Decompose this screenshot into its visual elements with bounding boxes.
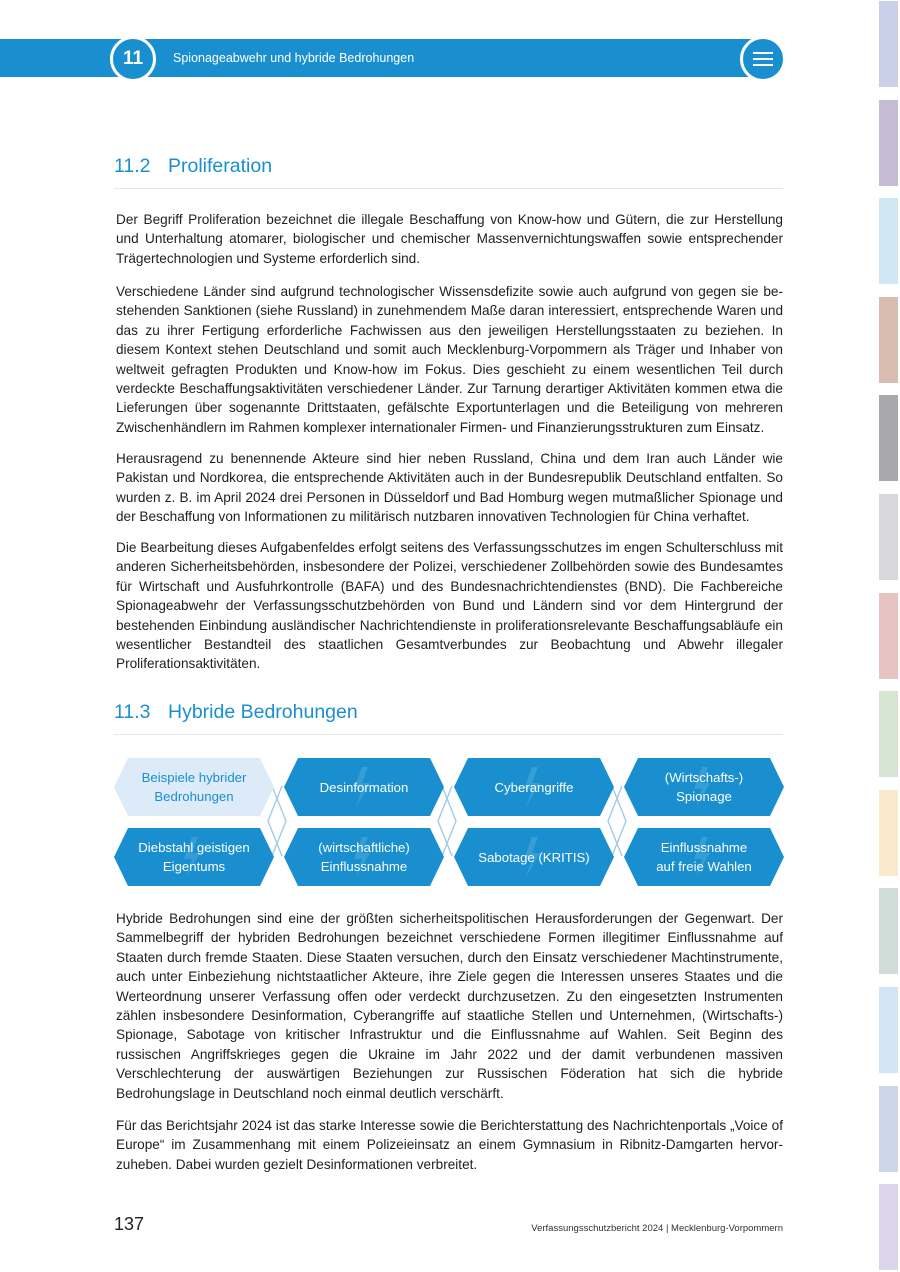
chapter-side-tab[interactable]: [879, 395, 898, 481]
chapter-side-tab[interactable]: [879, 888, 898, 974]
chapter-title: Spionageabwehr und hybride Bedrohungen: [173, 51, 415, 65]
chapter-number-badge: 11: [110, 36, 156, 82]
page-number: 137: [114, 1214, 145, 1234]
chapter-side-tab[interactable]: [879, 198, 898, 284]
hex-label-examples: Beispiele hybrider Bedrohungen: [141, 770, 247, 804]
hex-label-economic-influence: (wirtschaftliche) Einflussnahme: [318, 840, 410, 874]
chapter-side-tab[interactable]: [879, 100, 898, 186]
section-heading-hybrid-threats: [114, 701, 783, 735]
chapter-side-tab[interactable]: [879, 1184, 898, 1270]
chapter-side-tab[interactable]: [879, 691, 898, 777]
chapter-side-tab[interactable]: [879, 790, 898, 876]
footer-text: Verfassungsschutzbericht 2024 | Mecklenburg-Vorpommern: [531, 1223, 783, 1234]
paragraph: Für das Berichtsjahr 2024 ist das starke Interesse sowie die Berichterstattung des Nachrichtenportals „Voice of Europe“ im Zusammenhang mit einem Polizeieinsatz an einem Gymnasium in Ribnitz-Damgarten hervorzuheben. Dabei wurden gezielt Desinformationen verbreitet.: [116, 1118, 783, 1172]
chapter-side-tab[interactable]: [879, 297, 898, 383]
section-number: 11.3: [114, 701, 151, 723]
hex-label-disinformation: Desinformation: [319, 779, 409, 795]
hamburger-menu-icon: [753, 52, 773, 66]
paragraph: Der Begriff Proliferation bezeichnet die illegale Beschaffung von Know-how und Gütern, die zur Herstellung und Unterhaltung atomarer, biologischer und chemischer Massenvernichtungswaffen sowie entsprechender Trägertechnologien und Systeme erforderlich sind.: [116, 212, 783, 266]
chapter-side-tab[interactable]: [879, 1086, 898, 1172]
paragraph: Hybride Bedrohungen sind eine der größten sicherheitspolitischen Herausforderungen der Gegenwart. Der Sammelbegriff der hybriden Bedrohungen bezeichnet verschiedene Formen illegitimer Einflussnahme auf Staaten durch fremde Staaten. Diese Staaten versuchen, durch den Einsatz verschiedener Machtinstrumente, auch unter Einbeziehung nichtstaatlicher Akteure, ihre Ziele gegen die Interessen unseres Staates und die Werteordnung unserer Verfassung offen oder verdeckt durchzusetzen. Zu den eingesetzten Instrumenten zählen insbesondere Desinformation, Cyberangriffe auf staatliche Stellen und Unternehmen, (Wirtschafts-) Spionage, Sabotage von kritischer Infrastruktur und die Einflussnahme auf Wahlen. Seit Beginn des russischen Angriffskrieges gegen die Ukraine im Jahr 2022 und der damit verbundenen massiven Verschlechterung der auswärtigen Beziehungen zur Russischen Föderation hat sich die hybride Bedrohungslage in Deutschland noch einmal deutlich verschärft.: [116, 911, 783, 1101]
paragraph: Verschiedene Länder sind aufgrund technologischer Wissensdefizite sowie auch aufgrund von gegen sie bestehenden Sanktionen (siehe Russland) in zunehmendem Maße daran interessiert, entsprechende Waren und das zu ihrer Fertigung erforderliche Fachwissen aus den jeweiligen Herstellungsstaaten zu beziehen. In diesem Kontext stehen Deutschland und somit auch Mecklenburg-Vorpommern als Träger und Inhaber von weltweit gefragten Produkten und Know-how im Fokus. Dies geschieht zu einem wesentlichen Teil durch verdeckte Beschaffungsaktivitäten verschiedener Länder. Zur Tarnung derartiger Aktivitäten kommen etwa die Lieferungen über sogenannte Drittstaaten, gefälschte Exportunterlagen und die Beteiligung von mehreren Zwischenhändlern im Rahmen komplexer internationaler Firmen- und Finanzierungsstrukturen zum Einsatz.: [116, 284, 783, 435]
chapter-side-tab[interactable]: [879, 1, 898, 87]
hex-label-ip-theft: Diebstahl geistigen Eigentums: [138, 840, 250, 874]
hex-label-espionage: (Wirtschafts-) Spionage: [664, 770, 744, 804]
hybrid-threats-diagram: [114, 755, 786, 890]
menu-button[interactable]: [740, 36, 786, 82]
hex-label-cyberattacks: Cyberangriffe: [494, 779, 574, 795]
chapter-side-tab[interactable]: [879, 593, 898, 679]
paragraph: Herausragend zu benennende Akteure sind hier neben Russland, China und dem Iran auch Länder wie Pakistan und Nordkorea, die entsprechende Aktivitäten auch in der Bundesrepublik Deutschland entfalten. So wurden z. B. im April 2024 drei Personen in Düsseldorf und Bad Homburg wegen mutmaßlicher Spionage und der Beschaffung von Informationen zu militärisch nutzbaren innovativen Technologien für China verhaftet.: [116, 451, 783, 525]
section-number: 11.2: [114, 155, 151, 177]
section-title: Proliferation: [168, 155, 273, 177]
section-title: Hybride Bedrohungen: [168, 701, 358, 723]
hex-label-election-influence: Einflussnahme auf freie Wahlen: [656, 840, 752, 874]
paragraph: Die Bearbeitung dieses Aufgabenfeldes erfolgt seitens des Verfassungsschutzes im engen Schulterschluss mit anderen Sicherheitsbehörden, insbesondere der Polizei, verschiedener Zollbehörden sowie des Bundesamtes für Wirtschaft und Ausfuhrkontrolle (BAFA) und des Bundesnachrichtendienstes (BND). Die Fachbereiche Spionageabwehr der Verfassungsschutzbehörden von Bund und Ländern sind vor dem Hintergrund der bestehenden Einbindung ausländischer Nachrichtendienste in proliferationsrelevante Beschaffungsabläufe ein wesentlicher Bestandteil des staatlichen Gesamtverbundes zur Beobachtung und Abwehr illegaler Proliferationsaktivitäten.: [116, 540, 783, 672]
section-heading-proliferation: [114, 155, 783, 189]
chapter-side-tab[interactable]: [879, 987, 898, 1073]
chapter-side-tab[interactable]: [879, 494, 898, 580]
hex-label-sabotage: Sabotage (KRITIS): [478, 849, 590, 865]
